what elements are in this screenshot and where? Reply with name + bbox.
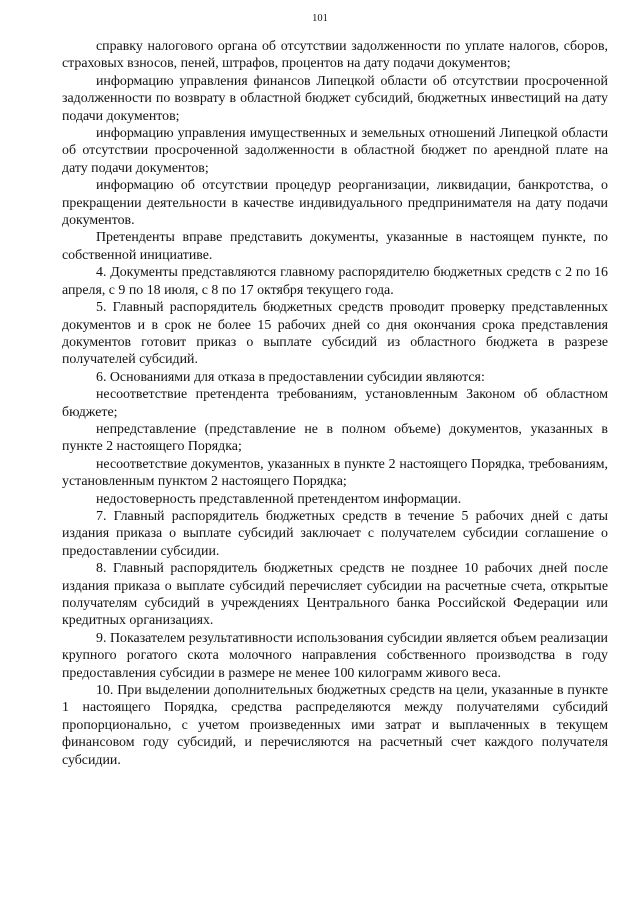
paragraph-item-7: 7. Главный распорядитель бюджетных средств в течение 5 рабочих дней с даты издания приказа о выплате субсидий заключает с получателем субсидии соглашение о предоставлении субсидии. — [62, 508, 608, 559]
page-number: 101 — [312, 13, 328, 24]
paragraph-refusal-1: несоответствие претендента требованиям, установленным Законом об областном бюджете; — [62, 387, 608, 420]
paragraph-property-info: информацию управления имущественных и земельных отношений Липецкой области об отсутствии просроченной задолженности в областной бюджет по арендной плате на дату подачи документов; — [62, 126, 608, 176]
paragraph-tax-certificate: справку налогового органа об отсутствии задолженности по уплате налогов, сборов, страховых взносов, пеней, штрафов, процентов на дату подачи документов; — [62, 39, 608, 72]
paragraph-item-4: 4. Документы представляются главному распорядителю бюджетных средств с 2 по 16 апреля, с 9 по 18 июля, с 8 по 17 октября текущего года. — [62, 265, 608, 298]
paragraph-refusal-3: несоответствие документов, указанных в пункте 2 настоящего Порядка, требованиям, установленным пунктом 2 настоящего Порядка; — [62, 456, 608, 490]
paragraph-item-9: 9. Показателем результативности использования субсидии является объем реализации крупного рогатого скота молочного направления собственного производства в году предоставления субсидии в размере не менее 100 килограмм живого веса. — [62, 630, 608, 681]
paragraph-reorganization-info: информацию об отсутствии процедур реорганизации, ликвидации, банкротства, о прекращении деятельности в качестве индивидуального предпринимателя на дату подачи документов. — [62, 178, 608, 229]
paragraph-own-initiative: Претенденты вправе представить документы, указанные в настоящем пункте, по собственной инициативе. — [62, 230, 608, 263]
paragraph-item-5: 5. Главный распорядитель бюджетных средств проводит проверку представленных документов и в срок не более 15 рабочих дней со дня окончания срока представления документов готовит приказ о выплате субсидий из областного бюджета в разрезе получателей субсидий. — [62, 300, 608, 368]
paragraph-finance-info: информацию управления финансов Липецкой области об отсутствии просроченной задолженности по возврату в областной бюджет субсидий, бюджетных инвестиций на дату подачи документов; — [62, 73, 608, 124]
paragraph-item-6: 6. Основаниями для отказа в предоставлении субсидии являются: — [96, 369, 485, 385]
document-body — [62, 38, 608, 769]
paragraph-item-8: 8. Главный распорядитель бюджетных средств не позднее 10 рабочих дней после издания приказа о выплате субсидий перечисляет субсидии на расчетные счета, открытые получателям субсидий в учреждениях Центрального банка Российской Федерации или кредитных организациях. — [62, 561, 608, 629]
paragraph-item-10: 10. При выделении дополнительных бюджетных средств на цели, указанные в пункте 1 настоящего Порядка, средства распределяются между получателями субсидий пропорционально, с учетом произведенных ими затрат и выплаченных в текущем финансовом году субсидий, и перечисляются на расчетный счет каждого получателя субсидии. — [62, 683, 608, 768]
paragraph-refusal-2: непредставление (представление не в полном объеме) документов, указанных в пункте 2 настоящего Порядка; — [62, 421, 608, 455]
paragraph-refusal-4: недостоверность представленной претендентом информации. — [96, 491, 462, 507]
